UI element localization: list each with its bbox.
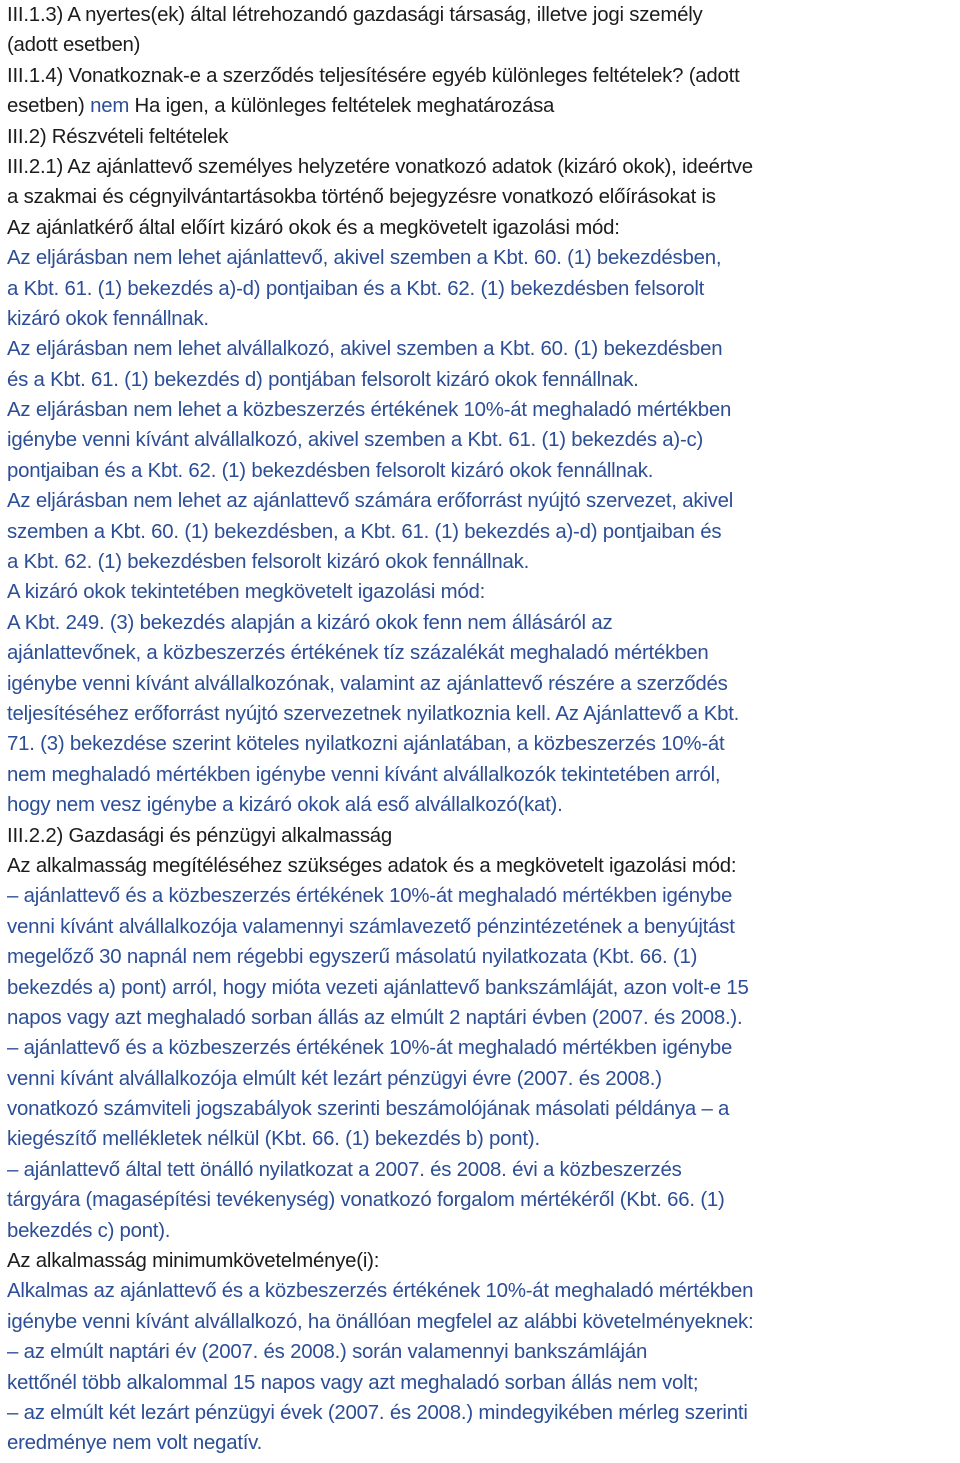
- text-line: [7, 577, 952, 607]
- text-segment: A kizáró okok tekintetében megkövetelt igazolási mód:: [7, 581, 486, 604]
- text-line: [7, 152, 952, 182]
- text-line: [7, 30, 952, 60]
- text-line: [7, 122, 952, 152]
- text-segment: esetben): [7, 95, 91, 118]
- text-line: [7, 395, 952, 425]
- text-line: [7, 821, 952, 851]
- text-line: [7, 1216, 952, 1246]
- text-segment: és a Kbt. 61. (1) bekezdés d) pontjában felsorolt kizáró okok fennállnak.: [7, 368, 639, 391]
- text-segment: Az eljárásban nem lehet a közbeszerzés értékének 10%-át meghaladó mértékben: [7, 399, 732, 422]
- text-segment: tárgyára (magasépítési tevékenység) vonatkozó forgalom mértékéről (Kbt. 66. (1): [7, 1189, 725, 1212]
- text-line: [7, 456, 952, 486]
- text-segment: – ajánlattevő által tett önálló nyilatkozat a 2007. és 2008. évi a közbeszerzés: [7, 1158, 682, 1181]
- text-segment: bekezdés c) pont).: [7, 1219, 171, 1242]
- text-segment: Az eljárásban nem lehet ajánlattevő, akivel szemben a Kbt. 60. (1) bekezdésben,: [7, 247, 722, 270]
- text-line: [7, 608, 952, 638]
- text-line: [7, 1003, 952, 1033]
- text-line: [7, 1155, 952, 1185]
- text-segment: nem: [90, 95, 130, 118]
- text-segment: igénybe venni kívánt alvállalkozó, akivel szemben a Kbt. 61. (1) bekezdés a)-c): [7, 429, 704, 452]
- text-line: [7, 91, 952, 121]
- text-segment: III.2) Részvételi feltételek: [7, 125, 229, 148]
- text-segment: vonatkozó számviteli jogszabályok szerinti beszámolójának másolati példánya – a: [7, 1098, 730, 1121]
- text-segment: pontjaiban és a Kbt. 62. (1) bekezdésben felsorolt kizáró okok fennállnak.: [7, 459, 654, 482]
- text-segment: kiegészítő mellékletek nélkül (Kbt. 66. (1) bekezdés b) pont).: [7, 1128, 540, 1151]
- text-line: [7, 425, 952, 455]
- text-line: [7, 1124, 952, 1154]
- text-line: [7, 304, 952, 334]
- text-line: [7, 182, 952, 212]
- text-segment: ajánlattevőnek, a közbeszerzés értékének tíz százalékát meghaladó mértékben: [7, 642, 709, 665]
- text-line: [7, 1276, 952, 1306]
- text-line: [7, 881, 952, 911]
- text-segment: nem meghaladó mértékben igénybe venni kívánt alvállalkozók tekintetében arról,: [7, 763, 721, 786]
- text-line: [7, 1307, 952, 1337]
- text-segment: kettőnél több alkalommal 15 napos vagy azt meghaladó sorban állás nem volt;: [7, 1371, 699, 1394]
- text-segment: A Kbt. 249. (3) bekezdés alapján a kizáró okok fenn nem állásáról az: [7, 611, 613, 634]
- text-segment: III.1.3) A nyertes(ek) által létrehozandó gazdasági társaság, illetve jogi személy: [7, 4, 703, 26]
- text-line: [7, 942, 952, 972]
- text-segment: 71. (3) bekezdése szerint köteles nyilatkozni ajánlatában, a közbeszerzés 10%-át: [7, 733, 725, 756]
- text-segment: III.2.1) Az ajánlattevő személyes helyzetére vonatkozó adatok (kizáró okok), ideértve: [7, 155, 753, 178]
- text-segment: eredménye nem volt negatív.: [7, 1432, 263, 1455]
- text-line: [7, 912, 952, 942]
- text-line: [7, 334, 952, 364]
- text-line: [7, 213, 952, 243]
- text-line: [7, 638, 952, 668]
- text-segment: bekezdés a) pont) arról, hogy mióta vezeti ajánlattevő bankszámláját, azon volt-e 15: [7, 976, 749, 999]
- text-segment: szemben a Kbt. 60. (1) bekezdésben, a Kbt. 61. (1) bekezdés a)-d) pontjaiban és: [7, 520, 722, 543]
- text-segment: megelőző 30 napnál nem régebbi egyszerű másolatú nyilatkozata (Kbt. 66. (1): [7, 946, 698, 969]
- text-line: [7, 1246, 952, 1276]
- text-line: [7, 699, 952, 729]
- text-segment: – ajánlattevő és a közbeszerzés értékének 10%-át meghaladó mértékben igénybe: [7, 885, 733, 908]
- text-segment: venni kívánt alvállalkozója elmúlt két lezárt pénzügyi évre (2007. és 2008.): [7, 1067, 662, 1090]
- text-line: [7, 1185, 952, 1215]
- text-segment: III.2.2) Gazdasági és pénzügyi alkalmasság: [7, 824, 393, 847]
- text-line: [7, 274, 952, 304]
- text-line: [7, 365, 952, 395]
- text-segment: teljesítéséhez erőforrást nyújtó szervezetnek nyilatkoznia kell. Az Ajánlattevő a Kbt.: [7, 702, 740, 725]
- text-line: [7, 1033, 952, 1063]
- text-segment: kizáró okok fennállnak.: [7, 307, 209, 330]
- text-line: [7, 973, 952, 1003]
- text-segment: venni kívánt alvállalkozója valamennyi számlavezető pénzintézetének a benyújtást: [7, 915, 735, 938]
- text-segment: hogy nem vesz igénybe a kizáró okok alá eső alvállalkozó(kat).: [7, 794, 563, 817]
- text-line: [7, 486, 952, 516]
- text-line: [7, 760, 952, 790]
- text-line: [7, 1094, 952, 1124]
- text-segment: Az ajánlatkérő által előírt kizáró okok és a megkövetelt igazolási mód:: [7, 216, 620, 239]
- text-segment: igénybe venni kívánt alvállalkozónak, valamint az ajánlattevő részére a szerződés: [7, 672, 728, 695]
- text-segment: Az eljárásban nem lehet az ajánlattevő számára erőforrást nyújtó szervezet, akivel: [7, 490, 734, 513]
- text-segment: – ajánlattevő és a közbeszerzés értékének 10%-át meghaladó mértékben igénybe: [7, 1037, 733, 1060]
- text-line: [7, 243, 952, 273]
- text-segment: Ha igen, a különleges feltételek meghatározása: [129, 95, 555, 118]
- text-line: [7, 1368, 952, 1398]
- text-line: [7, 729, 952, 759]
- text-segment: Az eljárásban nem lehet alvállalkozó, akivel szemben a Kbt. 60. (1) bekezdésben: [7, 338, 723, 361]
- text-segment: III.1.4) Vonatkoznak-e a szerződés teljesítésére egyéb különleges feltételek? (adott: [7, 64, 740, 87]
- text-line: [7, 1398, 952, 1428]
- text-line: [7, 61, 952, 91]
- text-segment: (adott esetben): [7, 34, 141, 57]
- text-line: [7, 0, 952, 30]
- text-segment: napos vagy azt meghaladó sorban állás az elmúlt 2 naptári évben (2007. és 2008.).: [7, 1006, 743, 1029]
- text-line: [7, 1064, 952, 1094]
- text-line: [7, 547, 952, 577]
- text-line: [7, 1337, 952, 1367]
- text-segment: Az alkalmasság megítéléséhez szükséges adatok és a megkövetelt igazolási mód:: [7, 854, 737, 877]
- text-line: [7, 790, 952, 820]
- text-segment: – az elmúlt két lezárt pénzügyi évek (2007. és 2008.) mindegyikében mérleg szerinti: [7, 1401, 748, 1424]
- text-line: [7, 1428, 952, 1458]
- text-segment: – az elmúlt naptári év (2007. és 2008.) során valamennyi bankszámláján: [7, 1341, 648, 1364]
- text-segment: a Kbt. 62. (1) bekezdésben felsorolt kizáró okok fennállnak.: [7, 551, 530, 574]
- text-segment: Alkalmas az ajánlattevő és a közbeszerzés értékének 10%-át meghaladó mértékben: [7, 1280, 754, 1303]
- text-segment: Az alkalmasság minimumkövetelménye(i):: [7, 1250, 380, 1273]
- text-line: [7, 669, 952, 699]
- text-segment: igénybe venni kívánt alvállalkozó, ha önállóan megfelel az alábbi követelményeknek:: [7, 1310, 754, 1333]
- text-line: [7, 517, 952, 547]
- text-segment: a Kbt. 61. (1) bekezdés a)-d) pontjaiban és a Kbt. 62. (1) bekezdésben felsorolt: [7, 277, 705, 300]
- text-segment: a szakmai és cégnyilvántartásokba történő bejegyzésre vonatkozó előírásokat is: [7, 186, 716, 209]
- text-line: [7, 851, 952, 881]
